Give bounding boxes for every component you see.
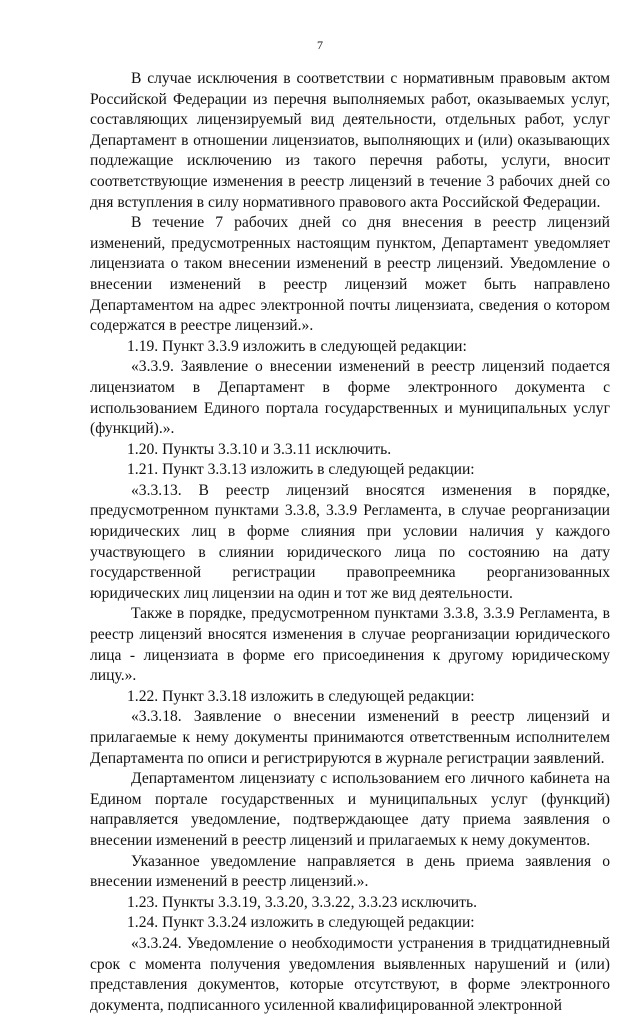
amendment-item: 1.24. Пункт 3.3.24 изложить в следующей редакции: — [127, 914, 475, 932]
document-body — [90, 69, 610, 1016]
paragraph: Также в порядке, предусмотренном пунктами 3.3.8, 3.3.9 Регламента, в реестр лицензий вносятся изменения в случае реорганизации юридического лица - лицензиата в форме его присоединения к другому юридическому лицу.». — [90, 605, 610, 685]
amendment-item: 1.23. Пункты 3.3.19, 3.3.20, 3.3.22, 3.3.23 исключить. — [127, 893, 477, 911]
amendment-item: 1.22. Пункт 3.3.18 изложить в следующей редакции: — [127, 687, 475, 705]
paragraph: «3.3.9. Заявление о внесении изменений в реестр лицензий подается лицензиатом в Департамент в форме электронного документа с использованием Единого портала государственных и муниципальных услуг (функций).». — [90, 358, 610, 438]
paragraph: Указанное уведомление направляется в день приема заявления о внесении изменений в реестр лицензий.». — [90, 852, 610, 891]
amendment-item: 1.21. Пункт 3.3.13 изложить в следующей редакции: — [127, 461, 475, 479]
paragraph: «3.3.24. Уведомление о необходимости устранения в тридцатидневный срок с момента получения уведомления выявленных нарушений и (или) представления документов, которые отсутствуют, в форме электронного документа, подписанного усиленной квалифицированной электронной — [90, 934, 610, 1014]
amendment-item: 1.20. Пункты 3.3.10 и 3.3.11 исключить. — [127, 440, 392, 458]
paragraph: В течение 7 рабочих дней со дня внесения в реестр лицензий изменений, предусмотренных настоящим пунктом, Департамент уведомляет лицензиата о таком внесении изменений в реестр лицензий. Уведомление о внесении изменений в реестр лицензий может быть направлено Департаментом на адрес электронной почты лицензиата, сведения о котором содержатся в реестре лицензий.». — [90, 214, 610, 335]
amendment-item: 1.19. Пункт 3.3.9 изложить в следующей редакции: — [127, 337, 467, 355]
paragraph: «3.3.13. В реестр лицензий вносятся изменения в порядке, предусмотренном пунктами 3.3.8, 3.3.9 Регламента, в случае реорганизации юридических лиц в форме слияния при условии наличия у каждого участвующего в слиянии юридического лица по состоянию на дату государственной регистрации правопреемника реорганизованных юридических лиц лицензии на один и тот же вид деятельности. — [90, 481, 610, 602]
paragraph: Департаментом лицензиату с использованием его личного кабинета на Едином портале государственных и муниципальных услуг (функций) направляется уведомление, подтверждающее дату приема заявления о внесении изменений в реестр лицензий и прилагаемых к нему документов. — [90, 770, 610, 849]
page-number: 7 — [317, 38, 323, 52]
paragraph: В случае исключения в соответствии с нормативным правовым актом Российской Федерации из перечня выполняемых работ, оказываемых услуг, составляющих лицензируемый вид деятельности, отдельных работ, услуг Департамент в отношении лицензиатов, выполняющих и (или) оказывающих подлежащие исключению из такого перечня работы, услуги, вносит соответствующие изменения в реестр лицензий в течение 3 рабочих дней со дня вступления в силу нормативного правового акта Российской Федерации. — [90, 70, 610, 211]
paragraph: «3.3.18. Заявление о внесении изменений в реестр лицензий и прилагаемые к нему документы принимаются ответственным исполнителем Департамента по описи и регистрируются в журнале регистрации заявлений. — [90, 708, 610, 767]
